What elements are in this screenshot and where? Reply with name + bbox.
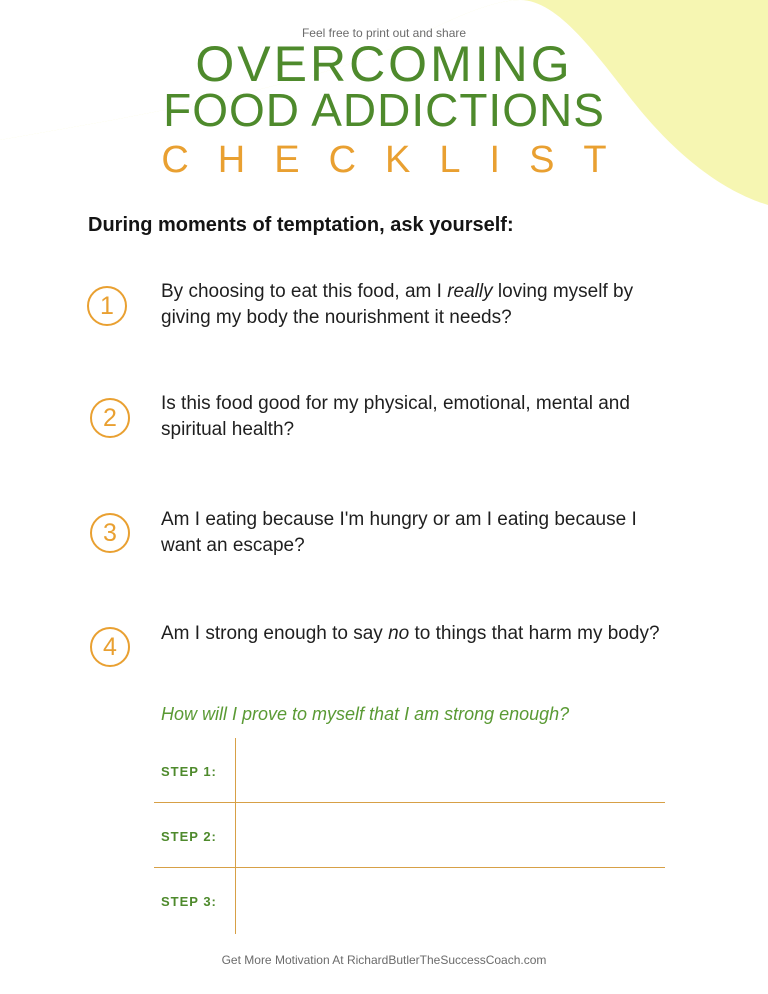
footer-motivation: Get More Motivation At RichardButlerTheSuccessCoach.com (221, 953, 547, 967)
question-text: By choosing to eat this food, am I (161, 281, 448, 302)
prove-question: How will I prove to myself that I am strong enough? (161, 704, 570, 724)
step-1-label: STEP 1: (161, 764, 217, 779)
question-emphasis: no (388, 623, 410, 644)
question-number-2: 2 (90, 398, 130, 438)
question-text: Is this food good for my physical, emotional, mental and spiritual health? (161, 393, 630, 440)
step-2-label: STEP 2: (161, 829, 217, 844)
print-share-note: Feel free to print out and share (301, 26, 467, 40)
question-number-3: 3 (90, 513, 130, 553)
question-3 (161, 507, 661, 559)
step-2-write-area[interactable] (240, 808, 660, 864)
title-food-addictions: FOOD ADDICTIONS (163, 84, 605, 136)
question-4 (161, 621, 661, 647)
step-1-write-area[interactable] (240, 744, 660, 800)
question-1 (161, 279, 661, 331)
steps-divider-2 (154, 867, 665, 868)
question-text: Am I strong enough to say (161, 623, 389, 644)
question-number-4: 4 (90, 627, 130, 667)
temptation-prompt: During moments of temptation, ask yourself: (88, 214, 514, 236)
steps-divider-vertical (235, 738, 236, 934)
title-checklist: CHECKLIST (161, 139, 636, 181)
question-text: loving myself by giving my body the nourishment it needs? (161, 281, 634, 328)
step-3-write-area[interactable] (240, 873, 660, 929)
question-emphasis: really (447, 281, 493, 302)
question-text: to things that harm my body? (409, 623, 660, 644)
steps-divider-1 (154, 802, 665, 803)
title-overcoming: OVERCOMING (195, 36, 573, 92)
question-text: Am I eating because I'm hungry or am I eating because I want an escape? (161, 509, 637, 556)
step-3-label: STEP 3: (161, 894, 217, 909)
question-2 (161, 391, 661, 443)
question-number-1: 1 (87, 286, 127, 326)
